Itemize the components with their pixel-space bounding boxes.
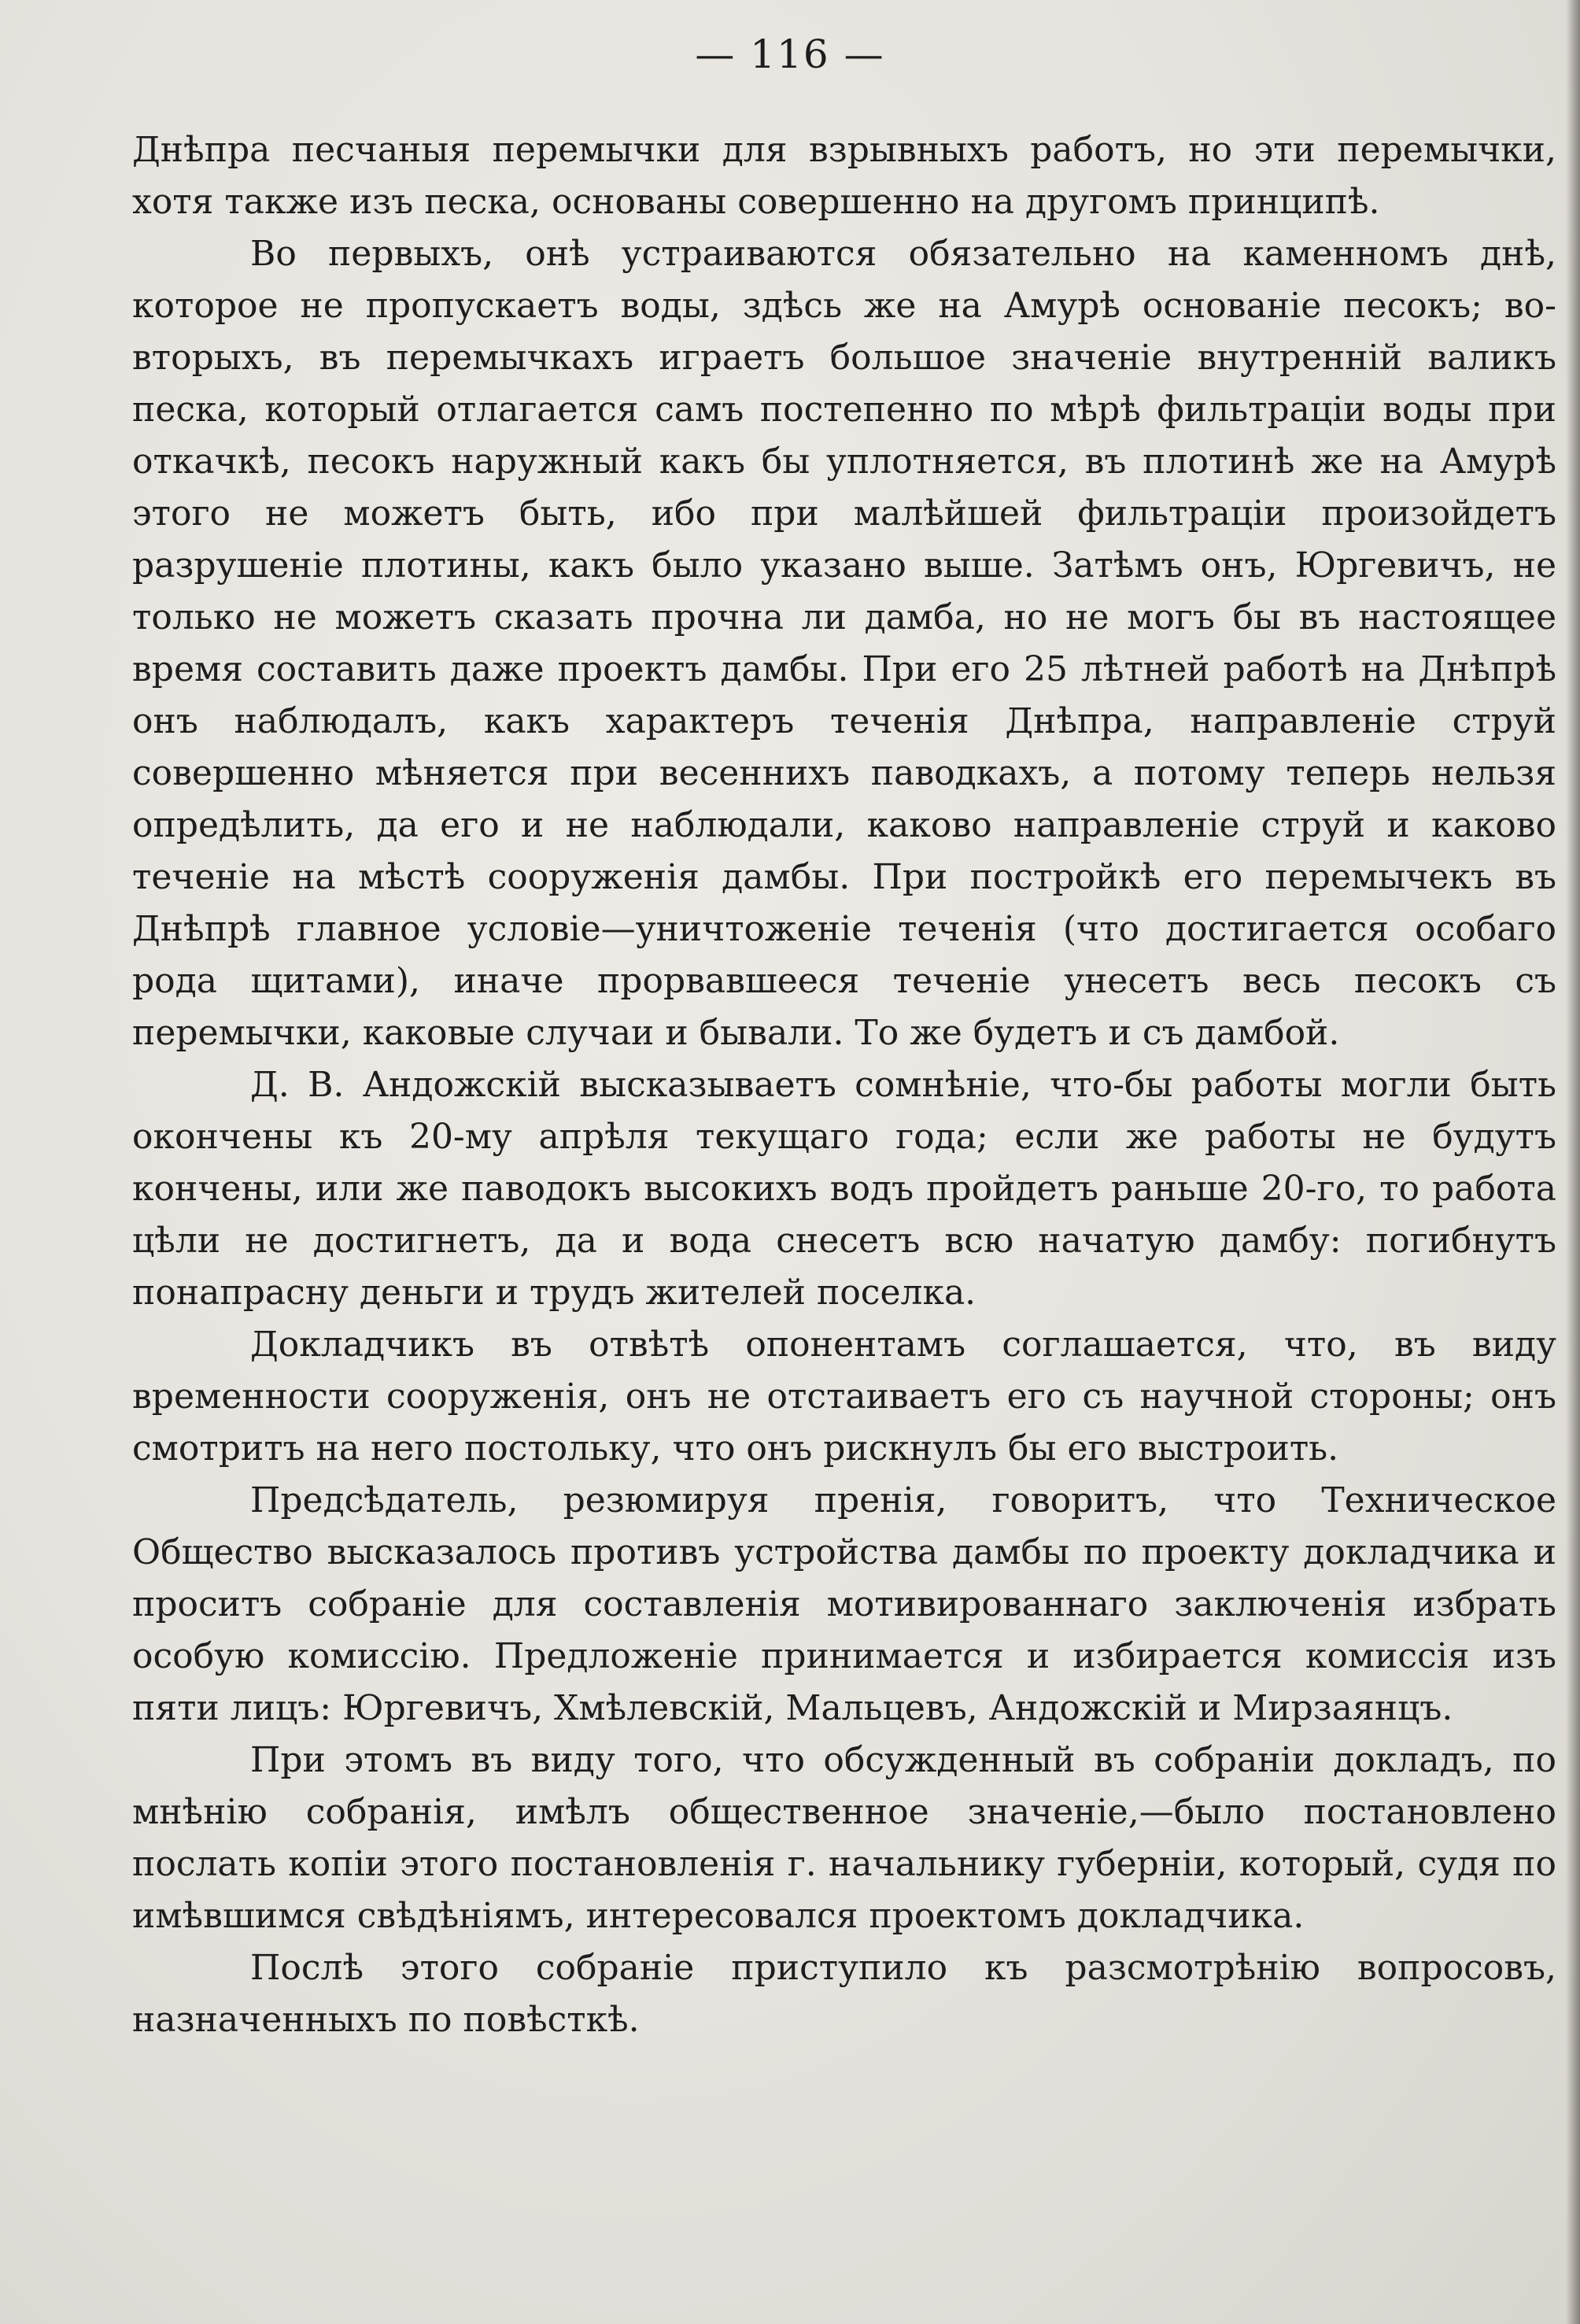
paragraph-continuation: Днѣпра песчаныя перемычки для взрывныхъ работъ, но эти перемычки, хотя также изъ песка, основаны совершенно на другомъ принципѣ. (132, 130, 1556, 222)
paragraph-chairman-summary: Предсѣдатель, резюмируя пренія, говоритъ, что Техническое Общество высказалось противъ устройства дамбы по проекту докладчика и проситъ собраніе для составленія мотивированнаго заключенія избрать особую комиссію. Предложеніе принимается и избирается комиссія изъ пяти лицъ: Юргевичъ, Хмѣлевскій, Мальцевъ, Андожскій и Мирзаянцъ. (132, 1480, 1556, 1728)
page-edge-shadow (1566, 0, 1580, 2324)
paragraph-speaker-reply: Докладчикъ въ отвѣтѣ опонентамъ соглашается, что, въ виду временности сооруженія, онъ не отстаиваетъ его съ научной стороны; онъ смотритъ на него постольку, что онъ рискнулъ бы его выстроить. (132, 1325, 1556, 1469)
page-number: — 116 — (695, 31, 885, 77)
paragraph-resolution: При этомъ въ виду того, что обсужденный въ собраніи докладъ, по мнѣнію собранія, имѣлъ общественное значеніе,—было постановлено послать копіи этого постановленія г. начальнику губерніи, который, судя по имѣвшимся свѣдѣніямъ, интересовался проектомъ докладчика. (132, 1740, 1556, 1936)
paragraph-yurgevich-objections: Во первыхъ, онѣ устраиваются обязательно на каменномъ днѣ, которое не пропускаетъ воды, здѣсь же на Амурѣ основаніе песокъ; во-вторыхъ, въ перемычкахъ играетъ большое значеніе внутренній валикъ песка, который отлагается самъ постепенно по мѣрѣ фильтраціи воды при откачкѣ, песокъ наружный какъ бы уплотняется, въ плотинѣ же на Амурѣ этого не можетъ быть, ибо при малѣйшей фильтраціи произойдетъ разрушеніе плотины, какъ было указано выше. Затѣмъ онъ, Юргевичъ, не только не можетъ сказать прочна ли дамба, но не могъ бы въ настоящее время составить даже проектъ дамбы. При его 25 лѣтней работѣ на Днѣпрѣ онъ наблюдалъ, какъ характеръ теченія Днѣпра, направленіе струй совершенно мѣняется при весеннихъ паводкахъ, а потому теперь нельзя опредѣлить, да его и не наблюдали, каково направленіе струй и каково теченіе на мѣстѣ сооруженія дамбы. При постройкѣ его перемычекъ въ Днѣпрѣ главное условіе—уничтоженіе теченія (что достигается особаго рода щитами), иначе прорвавшееся теченіе унесетъ весь песокъ съ перемычки, каковые случаи и бывали. То же будетъ и съ дамбой. (132, 234, 1556, 1053)
body-text (132, 124, 1556, 2046)
paragraph-andozhsky-doubts: Д. В. Андожскій высказываетъ сомнѣніе, что-бы работы могли быть окончены къ 20-му апрѣля текущаго года; если же работы не будутъ кончены, или же паводокъ высокихъ водъ пройдетъ раньше 20-го, то работа цѣли не достигнетъ, да и вода снесетъ всю начатую дамбу: погибнутъ понапрасну деньги и трудъ жителей поселка. (132, 1065, 1556, 1313)
paragraph-closing: Послѣ этого собраніе приступило къ разсмотрѣнію вопросовъ, назначенныхъ по повѣсткѣ. (132, 1948, 1556, 2040)
